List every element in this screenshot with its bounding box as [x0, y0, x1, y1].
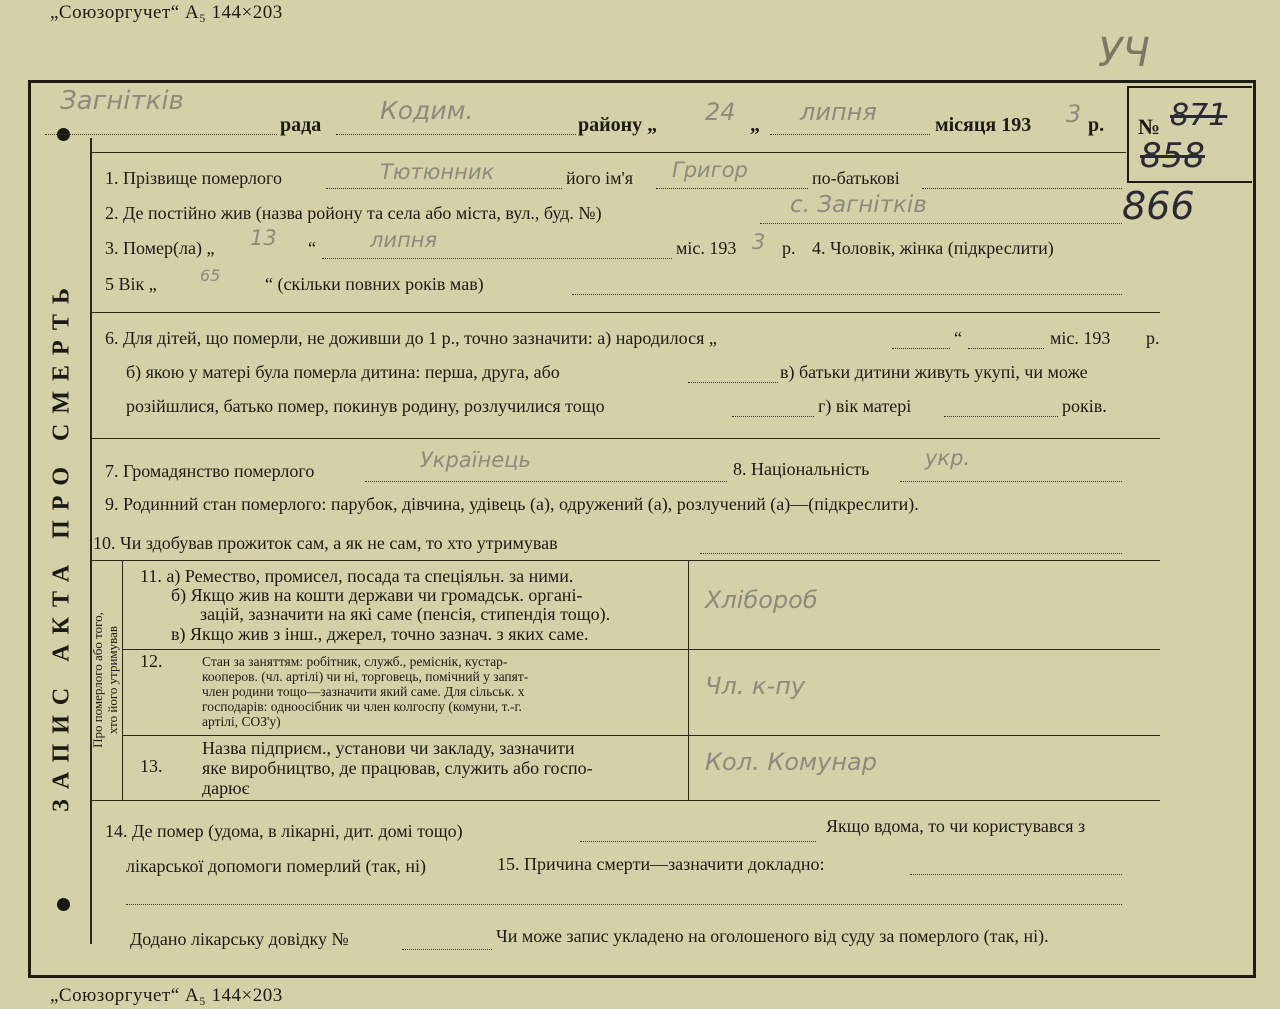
day-quote: „ — [750, 114, 760, 136]
handwritten-death-month: липня — [370, 228, 438, 252]
field-12-text-1: Стан за заняттям: робітник, служб., реміснік, кустар- — [202, 654, 508, 669]
handwritten-occupation: Хлібороб — [705, 586, 818, 614]
field-6-quote: “ — [954, 328, 962, 348]
field-3-quote: “ — [308, 238, 316, 258]
handwritten-rayon: Кодим. — [380, 96, 474, 125]
field-11b-label-cont: зацій, зазначити на які саме (пенсія, стипендія тощо). — [200, 604, 611, 624]
month-label: місяця 193 — [935, 114, 1032, 136]
field-5-label: 5 Вік „ — [105, 274, 157, 294]
handwritten-surname: Тютюнник — [380, 160, 495, 184]
field-7-label: 7. Громадянство померлого — [105, 461, 315, 481]
punch-hole-icon — [57, 898, 70, 911]
field-14-blank — [580, 841, 816, 842]
field-13-number: 13. — [140, 756, 163, 776]
field-2-label: 2. Де постійно жив (назва ройону та села або міста, вул., буд. №) — [105, 203, 602, 223]
field-1-name-blank — [656, 188, 808, 189]
table-side-label — [90, 612, 120, 748]
record-number-label: № — [1138, 114, 1161, 139]
rayon-label: району „ — [578, 114, 658, 136]
field-15-blank-line-2 — [126, 904, 1122, 905]
table-bottom-border — [90, 800, 1160, 801]
handwritten-rada: Загнітків — [60, 86, 184, 116]
record-number-1: 871 — [1170, 98, 1228, 133]
year-suffix: р. — [1088, 114, 1105, 136]
rada-label: рада — [280, 114, 322, 136]
rada-blank — [45, 134, 277, 135]
table-top-border — [90, 560, 1160, 561]
field-1-surname-blank — [326, 188, 562, 189]
field-11a-label: 11. а) Ремество, промисел, посада та спеціяльн. за ними. — [140, 566, 574, 586]
field-13-text-2: яке виробництво, де працював, служить або госпо- — [202, 758, 593, 778]
field-6b-blank — [688, 382, 778, 383]
handwritten-nationality: укр. — [925, 446, 971, 470]
field-8-label: 8. Національність — [733, 459, 870, 479]
field-6g-suffix: років. — [1062, 396, 1107, 416]
handwritten-year: 3 — [1066, 100, 1082, 128]
side-label-line-1: Про померлого або того, — [90, 612, 105, 748]
handwritten-occupation-status: Чл. к-пу — [705, 672, 806, 700]
field-2-blank — [760, 223, 1122, 224]
field-4-label: 4. Чоловік, жінка (підкреслити) — [812, 238, 1054, 258]
printer-mark-bottom: „Союзоргучет“ А₅ 144×203 — [50, 985, 283, 1006]
field-1-patronymic-label: по-батькові — [812, 168, 900, 188]
field-7-blank — [365, 481, 727, 482]
field-6g-blank — [944, 416, 1058, 417]
field-13-text-1: Назва підприєм., установи чи закладу, зазначити — [202, 738, 575, 758]
field-1-patronymic-blank — [922, 188, 1122, 189]
record-number-2: 858 — [1140, 136, 1205, 176]
field-12-text-4: господарів: одноосібник чи член колгоспу (комуни, т.-г. — [202, 699, 522, 714]
field-5-blank — [572, 294, 1122, 295]
record-number-3: 866 — [1122, 184, 1195, 228]
field-12-text-5: артілі, СОЗ'у) — [202, 714, 281, 729]
table-row-divider — [122, 735, 1160, 736]
month-blank — [770, 134, 930, 135]
field-16-label: Додано лікарську довідку № — [130, 929, 349, 949]
field-11v-label: в) Якщо жив з інш., джерел, точно зазнач. з яких саме. — [171, 624, 589, 644]
field-6-year-suffix: р. — [1146, 328, 1160, 348]
printer-mark-top: „Союзоргучет“ А₅ 144×203 — [50, 2, 283, 23]
field-11b-label: б) Якщо жив на кошти держави чи громадськ. органі- — [171, 585, 583, 605]
field-3-label: 3. Помер(ла) „ — [105, 238, 215, 258]
field-8-blank — [900, 481, 1122, 482]
field-16-label-cont: Чи може запис укладено на оголошеного від суду за померлого (так, ні). — [496, 926, 1049, 946]
field-6-year-label: міс. 193 — [1050, 328, 1111, 348]
handwritten-residence: с. Загнітків — [790, 192, 927, 218]
handwritten-death-year: 3 — [752, 230, 766, 254]
side-label-line-2: хто його утримував — [105, 625, 120, 735]
field-6b-label: б) якою у матері була померла дитина: перша, друга, або — [126, 362, 560, 382]
field-10-blank — [700, 553, 1122, 554]
field-14-label-cont-2: лікарської допомоги померлий (так, ні) — [126, 856, 426, 876]
field-10-label: 10. Чи здобував прожиток сам, а як не сам, то хто утримував — [93, 533, 558, 553]
field-3-year-suffix: р. — [782, 238, 796, 258]
field-6v-label-cont: розійшлися, батько помер, покинув родину, розлучилися тощо — [126, 396, 605, 416]
table-left-column-line — [122, 560, 123, 800]
field-12-text-3: член родини тощо—зазначити який саме. Для сільськ. х — [202, 684, 525, 699]
field-6-month-blank — [968, 348, 1044, 349]
field-3-month-blank — [322, 258, 672, 259]
table-answer-column-line — [688, 560, 689, 800]
table-row-divider — [122, 649, 1160, 650]
field-6g-label: г) вік матері — [818, 396, 912, 416]
handwritten-citizenship: Українець — [420, 448, 531, 472]
field-9-label: 9. Родинний стан померлого: парубок, дівчина, удівець (а), одружений (а), розлучений (а)—(підкреслити). — [105, 494, 919, 514]
field-6v-label: в) батьки дитини живуть укупі, чи може — [780, 362, 1088, 382]
handwritten-first-name: Григор — [672, 158, 748, 182]
field-6-day-blank — [892, 348, 950, 349]
field-5-label-tail: “ (скільки повних років мав) — [265, 274, 484, 294]
rayon-blank — [336, 134, 576, 135]
section-divider — [90, 438, 1160, 439]
field-3-year-label: міс. 193 — [676, 238, 737, 258]
field-13-text-3: дарює — [202, 778, 250, 798]
handwritten-month: липня — [800, 98, 877, 126]
field-6-label: 6. Для дітей, що померли, не доживши до 1 р., точно зазначити: а) народилося „ — [105, 328, 717, 348]
field-14-label: 14. Де помер (удома, в лікарні, дит. домі тощо) — [105, 821, 463, 841]
field-6v-blank — [732, 416, 814, 417]
field-1-name-label: його ім'я — [566, 168, 633, 188]
corner-handwritten-note: УЧ — [1098, 30, 1150, 76]
handwritten-day: 24 — [705, 98, 736, 126]
field-16-blank — [402, 949, 492, 950]
inner-margin-line — [90, 138, 92, 944]
vertical-form-title: ЗАПИС АКТА ПРО СМЕРТЬ — [48, 278, 75, 812]
handwritten-death-day: 13 — [250, 226, 277, 250]
field-1-surname-label: 1. Прізвище померлого — [105, 168, 282, 188]
handwritten-workplace: Кол. Комунар — [705, 748, 877, 776]
field-15-blank — [910, 874, 1122, 875]
section-divider — [90, 312, 1160, 313]
header-divider — [90, 152, 1126, 153]
field-15-label: 15. Причина смерти—зазначити докладно: — [497, 854, 825, 874]
field-12-text-2: кооперов. (чл. артілі) чи ні, торговець, помічний у запят- — [202, 669, 529, 684]
field-12-number: 12. — [140, 651, 163, 671]
field-14-label-cont: Якщо вдома, то чи користувався з — [826, 816, 1086, 836]
handwritten-age: 65 — [200, 266, 221, 285]
